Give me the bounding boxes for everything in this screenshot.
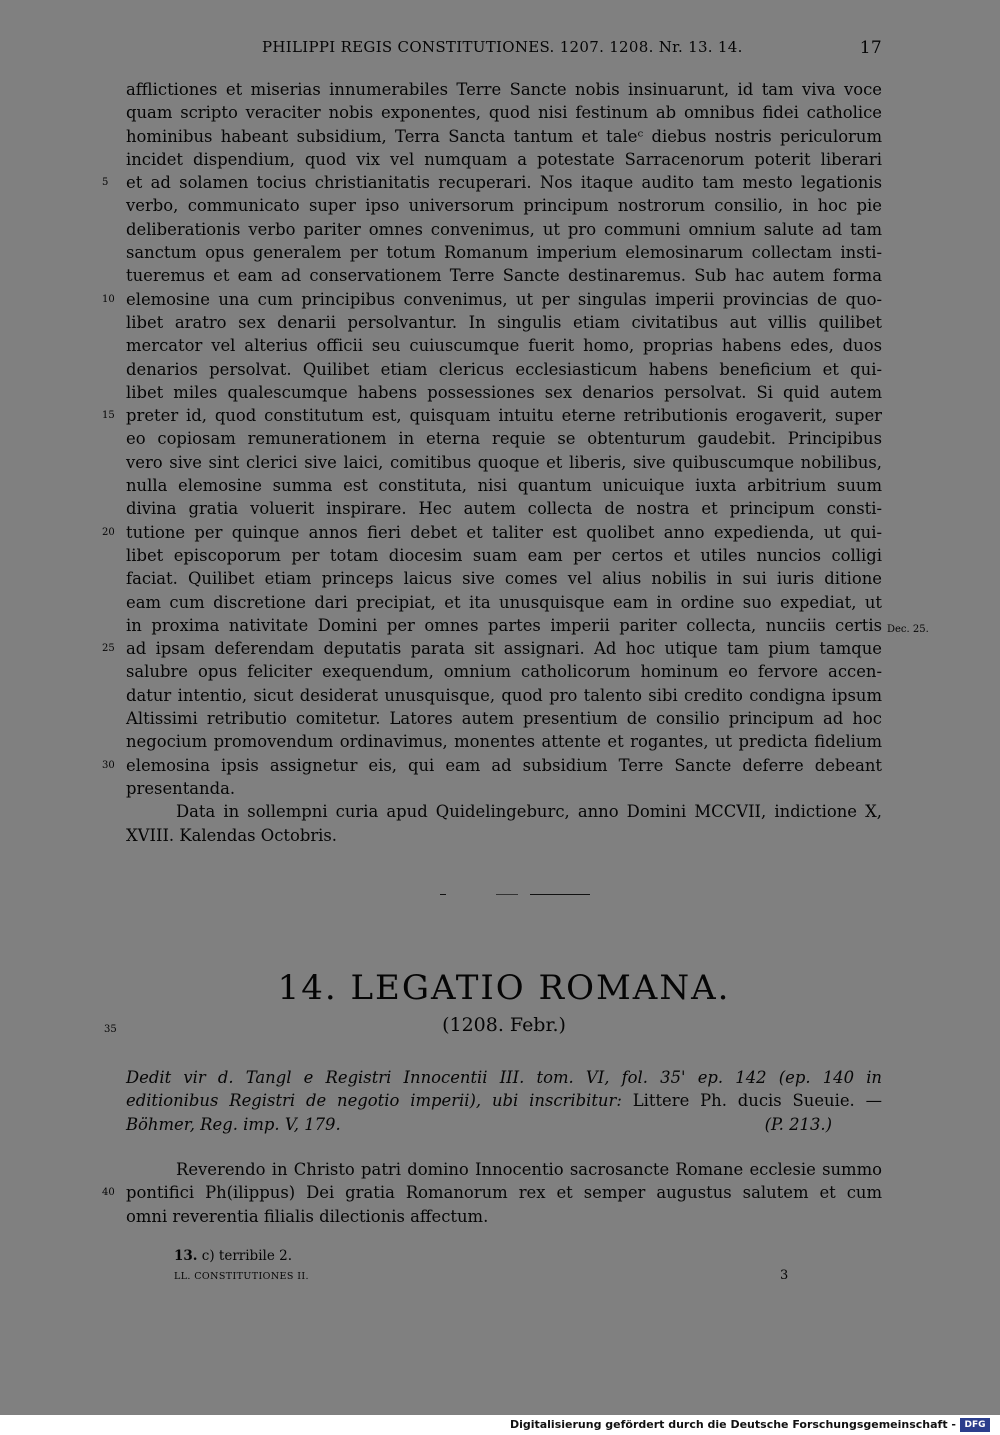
line-text: presentanda. xyxy=(126,778,236,798)
text-line xyxy=(126,800,882,823)
line-text: eam cum discretione dari precipiat, et ita unusquisque eam in ordine suo expediat, ut xyxy=(126,592,882,612)
source-line xyxy=(126,1089,882,1112)
line-text: negocium promovendum ordinavimus, monentes attente et rogantes, ut predicta fidelium xyxy=(126,732,882,752)
source-reference-right: (P. 213.) xyxy=(764,1114,832,1134)
text-line xyxy=(126,148,882,171)
line-text: tutione per quinque annos fieri debet et taliter est quolibet anno expedienda, ut qui- xyxy=(126,522,882,542)
line-number: 10 xyxy=(102,293,115,305)
section-date: (1208. Febr.) xyxy=(442,1014,566,1036)
line-number: 20 xyxy=(102,526,115,538)
page-number: 17 xyxy=(859,38,882,58)
dfg-logo: DFG xyxy=(960,1418,990,1432)
line-text: omni reverentia filialis dilectionis affectum. xyxy=(126,1206,489,1226)
text-line xyxy=(126,474,882,497)
source-line xyxy=(126,1113,882,1136)
signature-number: 3 xyxy=(780,1268,789,1283)
footnote-text: c) terribile 2. xyxy=(201,1248,292,1264)
text-line xyxy=(126,264,882,287)
text-line xyxy=(126,451,882,474)
line-text: hominibus habeant subsidium, Terra Sancta tantum et taleᶜ diebus nostris periculorum xyxy=(126,126,882,146)
line-text: Reverendo in Christo patri domino Innocentio sacrosancte Romane ecclesie summo xyxy=(176,1160,882,1179)
line-text: afflictiones et miserias innumerabiles Terre Sancte nobis insinuarunt, id tam viva voce xyxy=(126,80,882,99)
line-text: denarios persolvat. Quilibet etiam clericus ecclesiasticum habens beneficium et qui- xyxy=(126,359,882,379)
funding-text: Digitalisierung gefördert durch die Deutsche Forschungsgemeinschaft - xyxy=(509,1418,956,1431)
text-line xyxy=(102,521,882,544)
line-text: tueremus et eam ad conservationem Terre Sancte destinaremus. Sub hac autem forma xyxy=(126,266,882,286)
signature-mark: LL. CONSTITUTIONES II. xyxy=(174,1271,309,1282)
line-text: in proxima nativitate Domini per omnes partes imperii pariter collecta, nunciis certis xyxy=(126,615,882,635)
running-header xyxy=(262,38,882,56)
text-line xyxy=(126,730,882,753)
line-text: Data in sollempni curia apud Quidelingeburc, anno Domini MCCVII, indictione X, xyxy=(176,802,882,822)
text-line xyxy=(126,381,882,404)
line-text: sanctum opus generalem per totum Romanum imperium elemosinarum collectam insti- xyxy=(126,243,882,263)
line-text: nulla elemosine summa est constituta, nisi quantum unicuique iuxta arbitrium suum xyxy=(126,476,882,496)
text-line xyxy=(126,660,882,683)
line-text: divina gratia voluerit inspirare. Hec autem collecta de nostra et principum consti- xyxy=(126,499,882,519)
line-text: preter id, quod constitutum est, quisquam intuitu eterne retributionis erogaverit, super xyxy=(126,406,882,426)
line-text: XVIII. Kalendas Octobris. xyxy=(126,825,338,845)
source-note xyxy=(126,1066,882,1136)
line-text: Altissimi retributio comitetur. Latores autem presentium de consilio principum ad hoc xyxy=(126,709,882,729)
line-text: eo copiosam remunerationem in eterna requie se obtenturum gaudebit. Principibus xyxy=(126,429,882,449)
source-line-italic: editionibus Registri de negotio imperii), ubi inscribitur: xyxy=(126,1091,622,1111)
line-text: quam scripto veraciter nobis exponentes, quod nisi festinum ab omnibus fidei catholice xyxy=(126,103,882,123)
text-line xyxy=(102,171,882,194)
line-text: datur intentio, sicut desiderat unusquisque, quod pro talento sibi credito condigna ipsum xyxy=(126,685,882,705)
line-text: libet miles qualescumque habens possessiones sex denarios persolvat. Si quid autem xyxy=(126,382,882,402)
source-reference: Böhmer, Reg. imp. V, 179. xyxy=(126,1114,341,1134)
text-line xyxy=(126,1158,882,1181)
line-text: ad ipsam deferendam deputatis parata sit assignari. Ad hoc utique tam pium tamque xyxy=(126,639,882,659)
section-separator xyxy=(440,894,590,896)
funding-footer xyxy=(0,1415,1000,1435)
line-number: 25 xyxy=(102,643,115,655)
text-line xyxy=(102,288,882,311)
line-text: mercator vel alterius officii seu cuiuscumque fuerit homo, proprias habens edes, duos xyxy=(126,336,882,356)
line-text: deliberationis verbo pariter omnes convenimus, ut pro communi omnium salute ad tam xyxy=(126,219,882,239)
section-title: 14. LEGATIO ROMANA. xyxy=(277,968,731,1008)
line-text: salubre opus feliciter exequendum, omnium catholicorum hominum eo fervore accen- xyxy=(126,662,882,682)
line-text: et ad solamen tocius christianitatis recuperari. Nos itaque audito tam mesto legationis xyxy=(126,173,882,193)
text-line xyxy=(126,707,882,730)
text-line xyxy=(126,218,882,241)
text-line xyxy=(126,824,882,847)
text-line xyxy=(126,777,882,800)
text-line xyxy=(126,497,882,520)
text-line xyxy=(126,125,882,148)
line-text: vero sive sint clerici sive laici, comitibus quoque et liberis, sive quibuscumque nobilibus, xyxy=(126,452,882,472)
line-number: 40 xyxy=(102,1187,115,1199)
text-line xyxy=(102,637,882,660)
line-text: elemosina ipsis assignetur eis, qui eam ad subsidium Terre Sancte deferre debeant xyxy=(126,755,882,775)
line-text: faciat. Quilibet etiam princeps laicus sive comes vel alius nobilis in sui iuris ditione xyxy=(126,569,882,589)
line-text: verbo, communicato super ipso universorum principum nostrorum consilio, in hoc pie xyxy=(126,196,882,216)
document-body xyxy=(102,78,882,847)
line-text: incidet dispendium, quod vix vel numquam a potestate Sarracenorum poterit liberari xyxy=(126,149,882,169)
running-title: PHILIPPI REGIS CONSTITUTIONES. 1207. 1208. Nr. 13. 14. xyxy=(262,38,743,56)
text-line xyxy=(126,334,882,357)
footnote xyxy=(174,1248,292,1264)
text-line xyxy=(126,358,882,381)
line-text: elemosine una cum principibus convenimus, ut per singulas imperii provincias de quo- xyxy=(126,289,882,309)
text-line xyxy=(126,567,882,590)
line-number: 15 xyxy=(102,410,115,422)
text-line xyxy=(126,1205,882,1228)
text-line xyxy=(126,311,882,334)
line-number: 35 xyxy=(104,1024,117,1035)
line-text: libet episcoporum per totam diocesim suam eam per certos et utiles nuncios colligi xyxy=(126,545,882,565)
margin-date-note: Dec. 25. xyxy=(887,624,929,635)
text-line xyxy=(126,544,882,567)
source-line: Dedit vir d. Tangl e Registri Innocentii III. tom. VI, fol. 35' ep. 142 (ep. 140 in xyxy=(126,1068,882,1087)
line-text: libet aratro sex denarii persolvantur. In singulis etiam civitatibus aut villis quilibet xyxy=(126,312,882,332)
letter-body xyxy=(102,1158,882,1228)
text-line xyxy=(126,78,882,101)
text-line xyxy=(102,404,882,427)
text-line xyxy=(102,1181,882,1204)
text-line xyxy=(126,194,882,217)
text-line xyxy=(126,427,882,450)
source-line-upright: Littere Ph. ducis Sueuie. — xyxy=(632,1091,883,1111)
text-line xyxy=(126,614,882,637)
line-number: 5 xyxy=(102,177,109,189)
text-line xyxy=(126,591,882,614)
text-line xyxy=(102,754,882,777)
text-line xyxy=(126,101,882,124)
footnote-ref: 13. xyxy=(174,1248,198,1264)
text-line xyxy=(126,684,882,707)
text-line xyxy=(126,241,882,264)
line-number: 30 xyxy=(102,759,115,771)
line-text: pontifici Ph(ilippus) Dei gratia Romanorum rex et semper augustus salutem et cum xyxy=(126,1183,882,1203)
